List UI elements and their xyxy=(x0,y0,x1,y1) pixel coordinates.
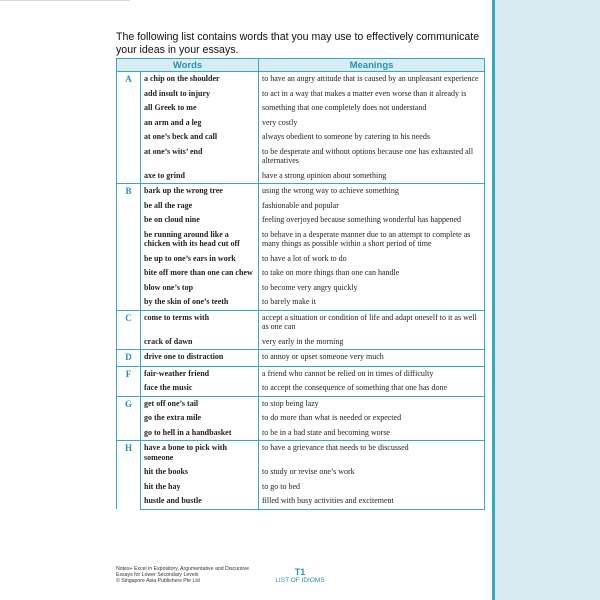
idiom-word: be on cloud nine xyxy=(141,213,259,228)
group-letter: A xyxy=(117,72,141,184)
table-row xyxy=(117,350,485,367)
idiom-meaning: to annoy or upset someone very much xyxy=(259,350,485,367)
words-header: Words xyxy=(117,59,259,72)
idiom-meaning: have a strong opinion about something xyxy=(259,169,485,184)
idiom-meaning: to take on more things than one can handle xyxy=(259,266,485,281)
idiom-word: bark up the wrong tree xyxy=(141,184,259,199)
idiom-word: add insult to injury xyxy=(141,87,259,102)
idiom-word: drive one to distraction xyxy=(141,350,259,367)
footer-line1: Notes+ Excel in Expository, Argumentative and Discursive xyxy=(116,566,249,572)
idioms-table xyxy=(116,58,485,510)
idiom-word: crack of dawn xyxy=(141,335,259,350)
group-letter: C xyxy=(117,310,141,350)
side-panel xyxy=(495,0,600,600)
table-row xyxy=(117,426,485,441)
idiom-word: hit the books xyxy=(141,465,259,480)
table-row xyxy=(117,480,485,495)
idiom-meaning: to go to bed xyxy=(259,480,485,495)
idiom-meaning: to have an angry attitude that is caused by an unpleasant experience xyxy=(259,72,485,87)
table-row xyxy=(117,116,485,131)
idiom-word: all Greek to me xyxy=(141,101,259,116)
idiom-word: an arm and a leg xyxy=(141,116,259,131)
idiom-word: blow one’s top xyxy=(141,281,259,296)
table-row xyxy=(117,465,485,480)
idiom-meaning: to have a lot of work to do xyxy=(259,252,485,267)
idiom-word: go the extra mile xyxy=(141,411,259,426)
idiom-meaning: to accept the consequence of something that one has done xyxy=(259,381,485,396)
table-row xyxy=(117,169,485,184)
table-row xyxy=(117,87,485,102)
idiom-meaning: accept a situation or condition of life and adapt oneself to it as well as one can xyxy=(259,310,485,335)
idiom-meaning: using the wrong way to achieve something xyxy=(259,184,485,199)
idiom-word: at one’s wits’ end xyxy=(141,145,259,169)
table-row xyxy=(117,184,485,199)
table-row xyxy=(117,295,485,310)
table-row xyxy=(117,411,485,426)
table-row xyxy=(117,266,485,281)
idiom-meaning: very early in the morning xyxy=(259,335,485,350)
idiom-word: have a bone to pick with someone xyxy=(141,441,259,466)
idiom-word: bite off more than one can chew xyxy=(141,266,259,281)
idiom-word: hustle and bustle xyxy=(141,494,259,509)
table-row xyxy=(117,381,485,396)
idiom-word: be running around like a chicken with its head cut off xyxy=(141,228,259,252)
group-letter: B xyxy=(117,184,141,311)
idiom-word: hit the hay xyxy=(141,480,259,495)
table-row xyxy=(117,228,485,252)
table-row xyxy=(117,130,485,145)
idiom-meaning: something that one completely does not understand xyxy=(259,101,485,116)
idiom-word: a chip on the shoulder xyxy=(141,72,259,87)
group-letter: H xyxy=(117,441,141,510)
footer-line3: © Singapore Asia Publishers Pte Ltd xyxy=(116,578,200,585)
table-row xyxy=(117,441,485,466)
idiom-word: go to hell in a handbasket xyxy=(141,426,259,441)
table-row xyxy=(117,252,485,267)
idiom-meaning: to study or revise one’s work xyxy=(259,465,485,480)
idiom-word: by the skin of one’s teeth xyxy=(141,295,259,310)
table-row xyxy=(117,366,485,381)
idiom-word: fair-weather friend xyxy=(141,366,259,381)
table-row xyxy=(117,72,485,87)
section-code: T1 xyxy=(294,567,306,577)
idiom-meaning: a friend who cannot be relied on in times of difficulty xyxy=(259,366,485,381)
group-letter: F xyxy=(117,366,141,396)
idiom-meaning: filled with busy activities and excitement xyxy=(259,494,485,509)
footer-line2: Essays for Lower Secondary Levels xyxy=(116,572,199,579)
table-row xyxy=(117,213,485,228)
table-row xyxy=(117,310,485,335)
idiom-meaning: to become very angry quickly xyxy=(259,281,485,296)
idiom-meaning: very costly xyxy=(259,116,485,131)
idioms-table-wrap xyxy=(116,58,484,510)
idiom-meaning: to do more than what is needed or expected xyxy=(259,411,485,426)
table-row xyxy=(117,199,485,214)
idiom-word: at one’s beck and call xyxy=(141,130,259,145)
idiom-meaning: to act in a way that makes a matter even worse than it already is xyxy=(259,87,485,102)
table-row xyxy=(117,335,485,350)
table-row xyxy=(117,494,485,509)
table-header-row xyxy=(117,59,485,72)
table-row xyxy=(117,281,485,296)
idiom-meaning: to barely make it xyxy=(259,295,485,310)
meanings-header: Meanings xyxy=(259,59,485,72)
idiom-meaning: always obedient to someone by catering to his needs xyxy=(259,130,485,145)
idiom-word: face the music xyxy=(141,381,259,396)
table-row xyxy=(117,101,485,116)
idiom-word: come to terms with xyxy=(141,310,259,335)
group-letter: D xyxy=(117,350,141,367)
idiom-meaning: fashionable and popular xyxy=(259,199,485,214)
idiom-meaning: to stop being lazy xyxy=(259,396,485,411)
group-letter: G xyxy=(117,396,141,441)
idiom-word: axe to grind xyxy=(141,169,259,184)
idiom-word: be all the rage xyxy=(141,199,259,214)
table-row xyxy=(117,396,485,411)
table-row xyxy=(117,145,485,169)
idiom-meaning: to be desperate and without options because one has exhausted all alternatives xyxy=(259,145,485,169)
idiom-meaning: to behave in a desperate manner due to an attempt to complete as many things as possible within a short period of time xyxy=(259,228,485,252)
table-body xyxy=(117,72,485,510)
idiom-word: be up to one’s ears in work xyxy=(141,252,259,267)
intro-text: The following list contains words that you may use to effectively communicate your ideas in your essays. xyxy=(116,31,480,56)
top-rule xyxy=(0,0,130,1)
idiom-word: get off one’s tail xyxy=(141,396,259,411)
idiom-meaning: feeling overjoyed because something wonderful has happened xyxy=(259,213,485,228)
section-title: LIST OF IDIOMS xyxy=(275,577,325,584)
idiom-meaning: to be in a bad state and becoming worse xyxy=(259,426,485,441)
idiom-meaning: to have a grievance that needs to be discussed xyxy=(259,441,485,466)
